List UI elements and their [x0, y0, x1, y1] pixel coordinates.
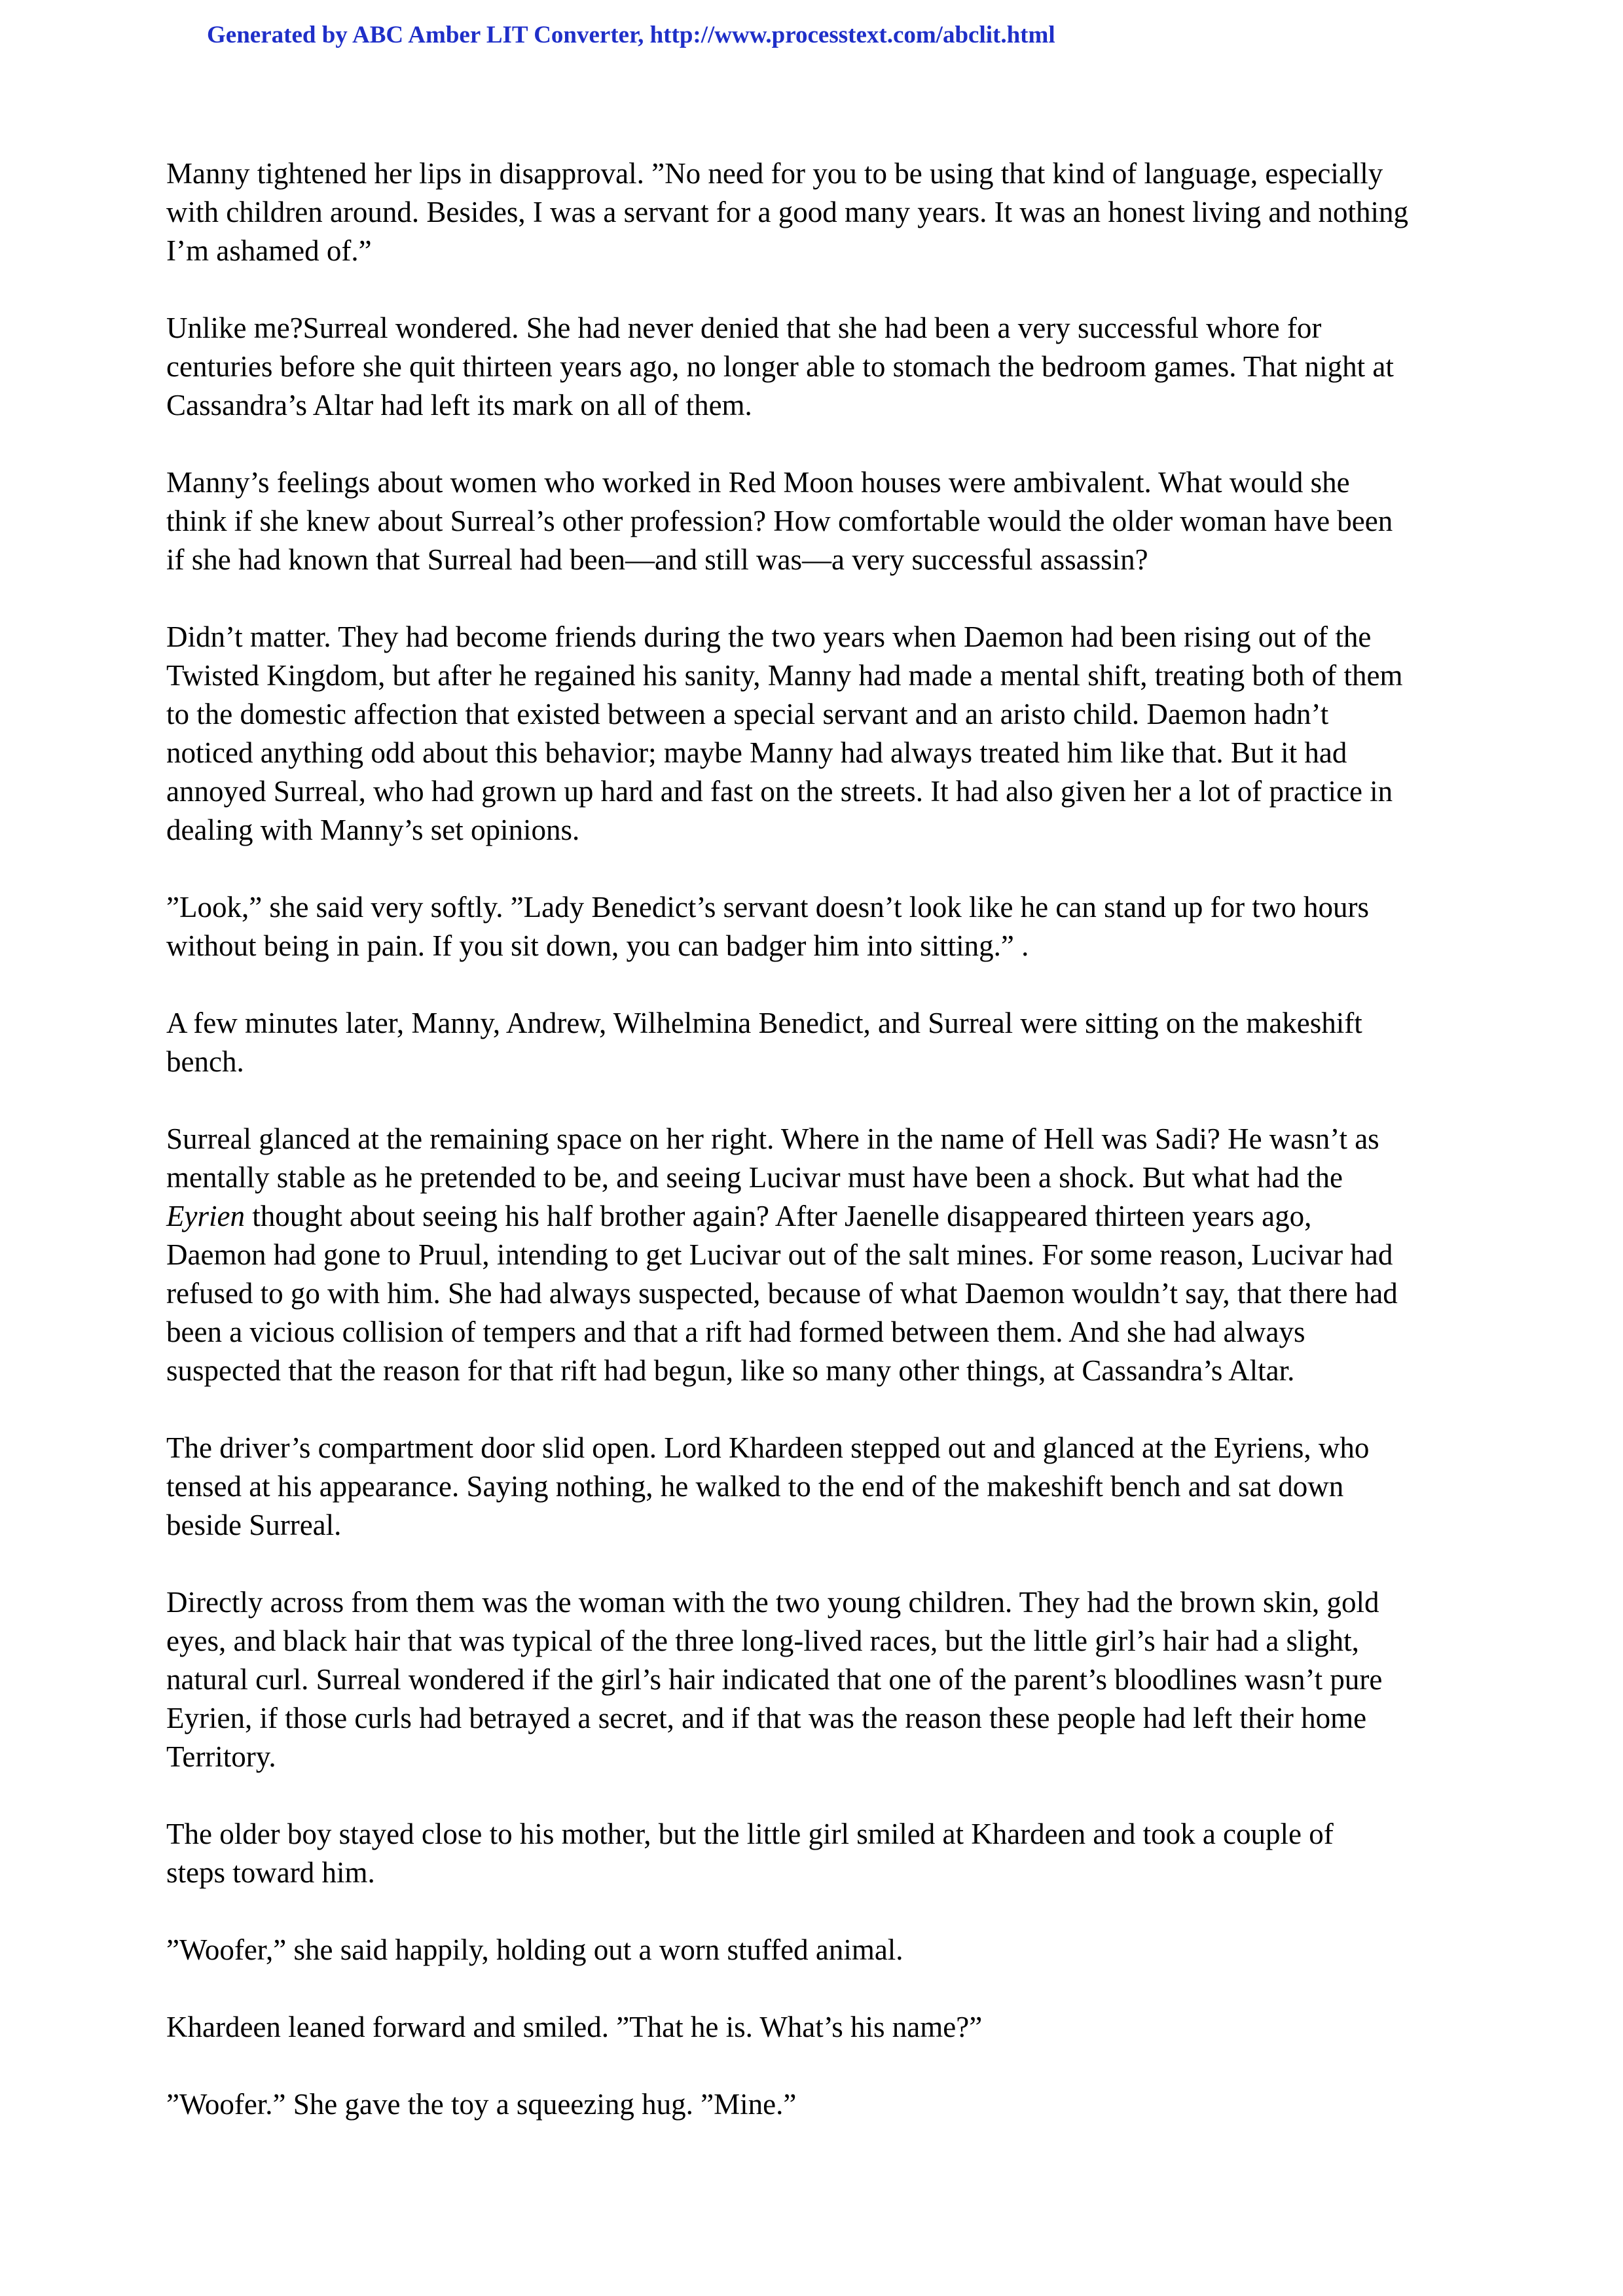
paragraph-2: Unlike me?Surreal wondered. She had never denied that she had been a very successful whore for centuries before she quit thirteen years ago, no longer able to stomach the bedroom games. That night at Cassandra’s Altar had left its mark on all of them. [166, 312, 1394, 422]
paragraph-9: Directly across from them was the woman with the two young children. They had the brown skin, gold eyes, and black hair that was typical of the three long-lived races, but the little girl’s hair had a slight, natural curl. Surreal wondered if the girl’s hair indicated that one of the parent’s bloodlines wasn’t pure Eyrien, if those curls had betrayed a secret, and if that was the reason these people had left their home Territory. [166, 1586, 1383, 1773]
paragraph-13: ”Woofer.” She gave the toy a squeezing hug. ”Mine.” [166, 2088, 797, 2121]
paragraph-7 [166, 1120, 1482, 1390]
paragraph-4: Didn’t matter. They had become friends during the two years when Daemon had been rising out of the Twisted Kingdom, but after he regained his sanity, Manny had made a mental shift, treating both of them to the domestic affection that existed between a special servant and an aristo child. Daemon hadn’t noticed anything odd about this behavior; maybe Manny had always treated him like that. But it had annoyed Surreal, who had grown up hard and fast on the streets. It had also given her a lot of practice in dealing with Manny’s set opinions. [166, 620, 1403, 846]
paragraph-10: The older boy stayed close to his mother, but the little girl smiled at Khardeen and took a couple of steps toward him. [166, 1818, 1334, 1889]
paragraph-3: Manny’s feelings about women who worked in Red Moon houses were ambivalent. What would she think if she knew about Surreal’s other profession? How comfortable would the older woman have been if she had known that Surreal had been—and still was—a very successful assassin? [166, 466, 1393, 576]
page-content [166, 154, 1482, 2162]
paragraph-7-start: Surreal glanced at the remaining space on her right. Where in the name of Hell was Sadi? He wasn’t as mentally stable as he pretended to be, and seeing Lucivar must have been a shock. But what had the [166, 1122, 1379, 1194]
paragraph-5: ”Look,” she said very softly. ”Lady Benedict’s servant doesn’t look like he can stand up for two hours without being in pain. If you sit down, you can badger him into sitting.” . [166, 891, 1370, 962]
paragraph-6: A few minutes later, Manny, Andrew, Wilhelmina Benedict, and Surreal were sitting on the makeshift bench. [166, 1007, 1362, 1078]
paragraph-7-rest: thought about seeing his half brother again? After Jaenelle disappeared thirteen years ago, Daemon had gone to Pruul, intending to get Lucivar out of the salt mines. For some reason, Lucivar had refused to go with him. She had always suspected, because of what Daemon wouldn’t say, that there had been a vicious collision of tempers and that a rift had formed between them. And she had always suspected that the reason for that rift had begun, like so many other things, at Cassandra’s Altar. [166, 1200, 1398, 1387]
paragraph-1: Manny tightened her lips in disapproval. ”No need for you to be using that kind of language, especially with children around. Besides, I was a servant for a good many years. It was an honest living and nothing I’m ashamed of.” [166, 157, 1409, 267]
converter-header-link[interactable]: Generated by ABC Amber LIT Converter, http://www.processtext.com/abclit.html [207, 22, 1055, 48]
paragraph-11: ”Woofer,” she said happily, holding out a worn stuffed animal. [166, 1933, 903, 1966]
paragraph-8: The driver’s compartment door slid open. Lord Khardeen stepped out and glanced at the Eyriens, who tensed at his appearance. Saying nothing, he walked to the end of the makeshift bench and sat down beside Surreal. [166, 1431, 1370, 1541]
paragraph-12: Khardeen leaned forward and smiled. ”That he is. What’s his name?” [166, 2011, 983, 2043]
paragraph-7-italic: Eyrien [166, 1200, 245, 1232]
